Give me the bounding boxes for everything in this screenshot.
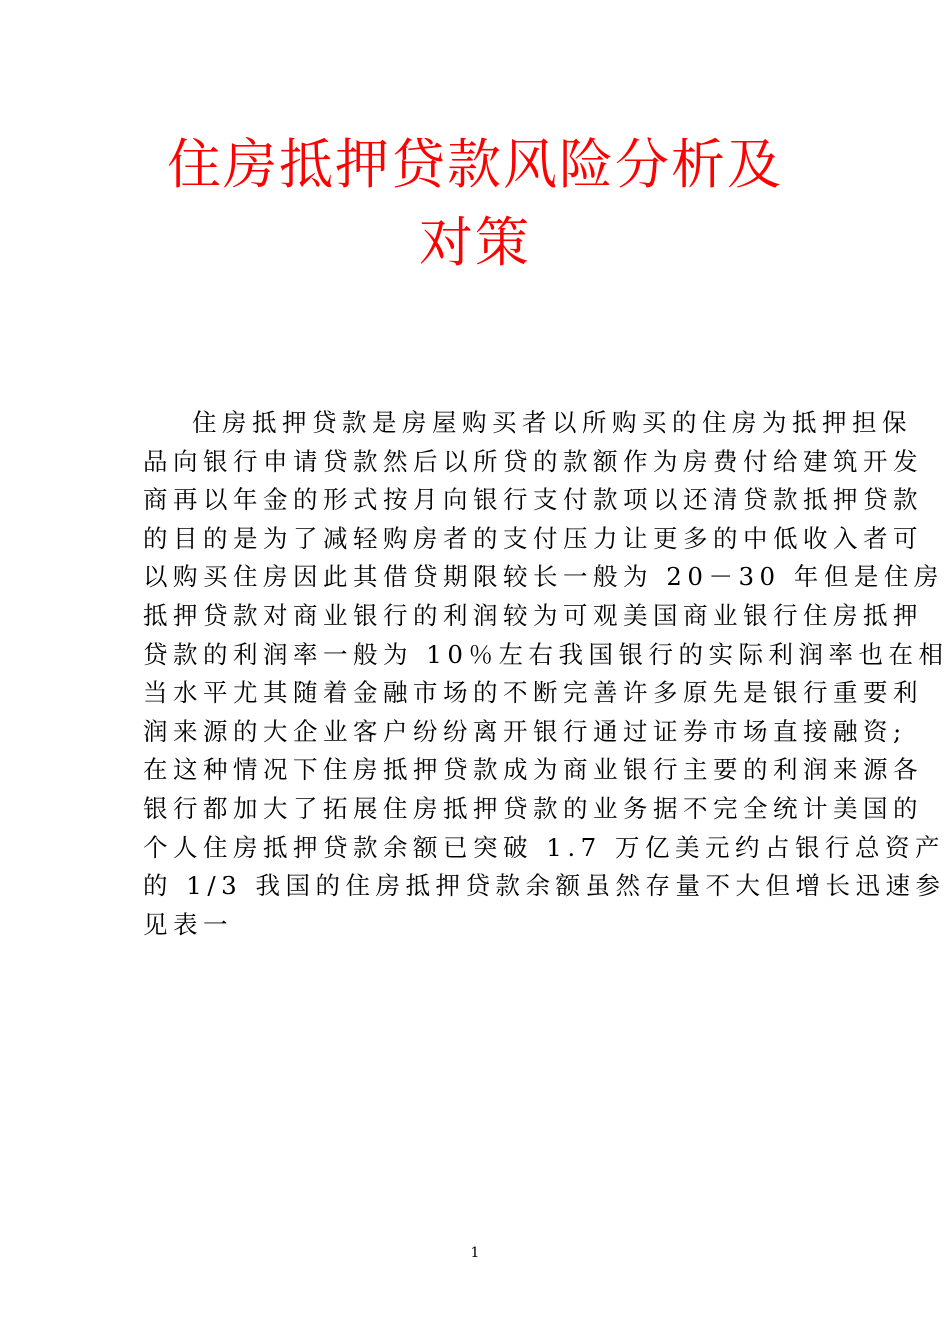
- paragraph-line: 贷款的利润率一般为 10％左右我国银行的实际利润率也在相: [143, 639, 949, 669]
- paragraph-line: 在这种情况下住房抵押贷款成为商业银行主要的利润来源各: [143, 755, 923, 785]
- document-title: [120, 126, 830, 282]
- paragraph-line: 润来源的大企业客户纷纷离开银行通过证券市场直接融资;: [143, 716, 907, 746]
- paragraph-line: 当水平尤其随着金融市场的不断完善许多原先是银行重要利: [143, 678, 923, 708]
- title-line-1: 住房抵押贷款风险分析及: [167, 133, 783, 196]
- paragraph-line: 的 1/3 我国的住房抵押贷款余额虽然存量不大但增长迅速参: [143, 871, 946, 901]
- paragraph-line: 商再以年金的形式按月向银行支付款项以还清贷款抵押贷款: [143, 485, 923, 515]
- paragraph-line: 个人住房抵押贷款余额已突破 1.7 万亿美元约占银行总资产: [143, 832, 946, 862]
- paragraph-line: 见表一: [143, 909, 233, 939]
- paragraph-line: 住房抵押贷款是房屋购买者以所购买的住房为抵押担保: [192, 408, 912, 437]
- paragraph-line: 抵押贷款对商业银行的利润较为可观美国商业银行住房抵押: [143, 600, 923, 630]
- body-paragraph: [143, 404, 949, 944]
- paragraph-line: 银行都加大了拓展住房抵押贷款的业务据不完全统计美国的: [143, 793, 923, 823]
- paragraph-line: 以购买住房因此其借贷期限较长一般为 20－30 年但是住房: [143, 562, 944, 592]
- paragraph-line: 品向银行申请贷款然后以所贷的款额作为房费付给建筑开发: [143, 446, 923, 476]
- paragraph-line: 的目的是为了减轻购房者的支付压力让更多的中低收入者可: [143, 523, 923, 553]
- page-number: 1: [470, 1245, 480, 1261]
- title-line-2: 对策: [419, 211, 531, 274]
